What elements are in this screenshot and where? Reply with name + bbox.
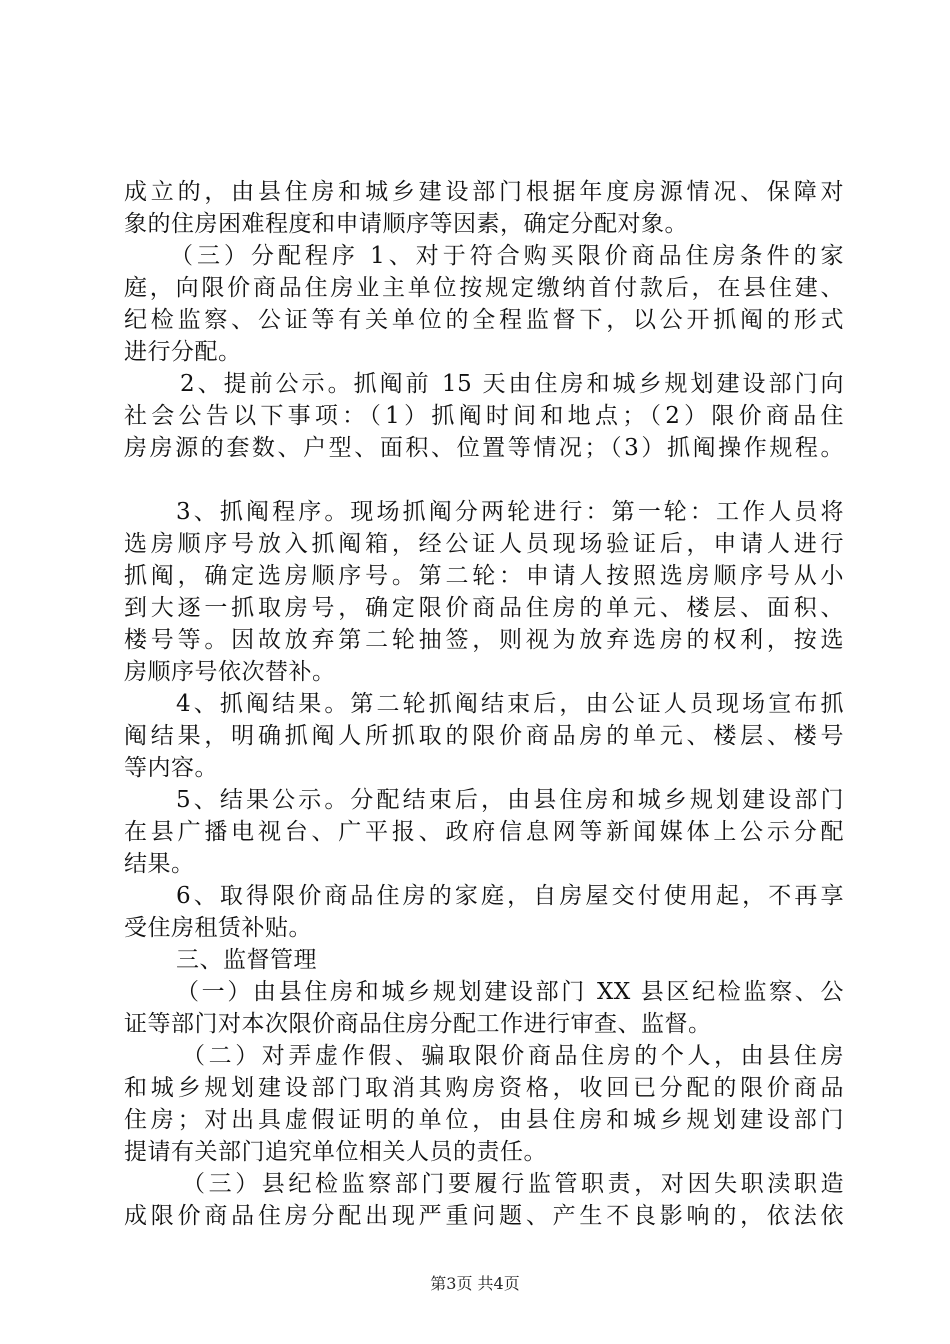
text-line: 4、抓阄结果。第二轮抓阄结束后，由公证人员现场宣布抓 (176, 691, 844, 717)
page-number-footer: 第3页 共4页 (430, 1274, 520, 1293)
text-line: 3、抓阄程序。现场抓阄分两轮进行：第一轮：工作人员将 (176, 499, 844, 525)
text-line: 社会公告以下事项：（1）抓阄时间和地点；（2）限价商品住 (124, 403, 844, 429)
text-line: （三）县纪检监察部门要履行监管职责，对因失职渎职造 (182, 1171, 844, 1197)
text-line: （三）分配程序 1、对于符合购买限价商品住房条件的家 (170, 243, 844, 269)
text-line: 纪检监察、公证等有关单位的全程监督下，以公开抓阄的形式 (124, 307, 844, 333)
text-line: 结果。 (124, 851, 195, 877)
text-line: 证等部门对本次限价商品住房分配工作进行审查、监督。 (124, 1011, 712, 1037)
text-line: 选房顺序号放入抓阄箱，经公证人员现场验证后，申请人进行 (124, 531, 844, 557)
text-line: 到大逐一抓取房号，确定限价商品住房的单元、楼层、面积、 (124, 595, 844, 621)
text-line: 房房源的套数、户型、面积、位置等情况；（3）抓阄操作规程。 (124, 435, 844, 461)
text-line: 等内容。 (124, 755, 218, 781)
text-line: （一）由县住房和城乡规划建设部门 XX 县区纪检监察、公 (176, 979, 844, 1005)
text-line: 抓阄，确定选房顺序号。第二轮：申请人按照选房顺序号从小 (124, 563, 844, 589)
text-line: 楼号等。因故放弃第二轮抽签，则视为放弃选房的权利，按选 (124, 627, 844, 653)
text-line: 住房；对出具虚假证明的单位，由县住房和城乡规划建设部门 (124, 1107, 844, 1133)
text-line: 2、提前公示。抓阄前 15 天由住房和城乡规划建设部门向 (180, 371, 844, 397)
text-line: 庭，向限价商品住房业主单位按规定缴纳首付款后，在县住建、 (124, 275, 844, 301)
document-body (124, 176, 844, 1232)
text-line: 成限价商品住房分配出现严重问题、产生不良影响的，依法依 (124, 1203, 844, 1229)
section-heading: 三、监督管理 (176, 947, 317, 973)
text-line: 进行分配。 (124, 339, 242, 365)
text-line: 受住房租赁补贴。 (124, 915, 312, 941)
text-line: 5、结果公示。分配结束后，由县住房和城乡规划建设部门 (176, 787, 844, 813)
text-line: （二）对弄虚作假、骗取限价商品住房的个人，由县住房 (182, 1043, 844, 1069)
text-line: 提请有关部门追究单位相关人员的责任。 (124, 1139, 547, 1165)
text-line: 和城乡规划建设部门取消其购房资格，收回已分配的限价商品 (124, 1075, 844, 1101)
text-line: 成立的，由县住房和城乡建设部门根据年度房源情况、保障对 (124, 179, 844, 205)
text-line: 在县广播电视台、广平报、政府信息网等新闻媒体上公示分配 (124, 819, 844, 845)
text-line: 房顺序号依次替补。 (124, 659, 336, 685)
text-line: 6、取得限价商品住房的家庭，自房屋交付使用起，不再享 (176, 883, 844, 909)
paragraph-gap (124, 464, 844, 496)
text-line: 象的住房困难程度和申请顺序等因素，确定分配对象。 (124, 211, 688, 237)
text-line: 阄结果，明确抓阄人所抓取的限价商品房的单元、楼层、楼号 (124, 723, 844, 749)
